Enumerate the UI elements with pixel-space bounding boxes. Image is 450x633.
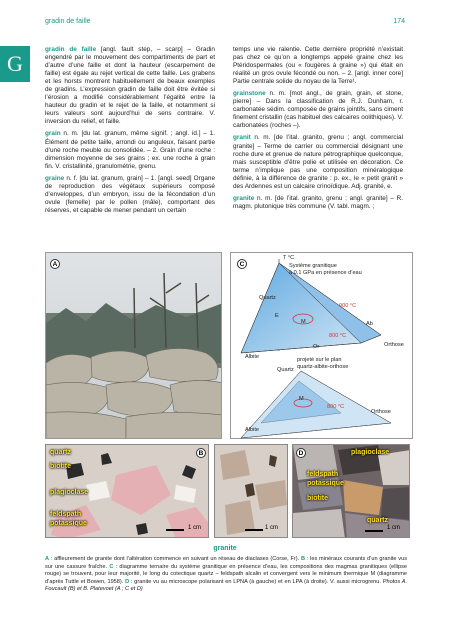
page-header xyxy=(45,18,405,30)
caption-text-b: : les minéraux courants d’un granite vus sur une cassure fraîche. xyxy=(45,556,407,570)
isotherm-800: 800 °C xyxy=(329,333,347,339)
entry xyxy=(233,134,403,190)
scale-label: 1 cm xyxy=(387,525,401,531)
figure-title: granite xyxy=(213,545,237,552)
projection-note-2: quartz-albite-orthose xyxy=(297,364,349,370)
entry xyxy=(45,175,215,215)
scale-bar xyxy=(166,529,184,531)
fresh-granite-photo xyxy=(45,444,209,538)
scale-label: 1 cm xyxy=(188,525,202,531)
mineral-potassique: potassique xyxy=(50,520,87,527)
projection-albite: Albite xyxy=(245,427,259,433)
headword: grain xyxy=(45,130,61,138)
headword: grainstone xyxy=(233,90,266,98)
figure-caption xyxy=(45,556,407,594)
entry xyxy=(45,46,215,126)
mineral-plagioclase: plagioclase xyxy=(50,489,89,496)
definition: n. f. [du lat. granum, grain] – 1. [angl. seed] Organe de reproduction des végétaux supérieurs composé d’enveloppes, d’un embryon, issu de la fécondation d’un ovule (femelle) par le pollen (mâle), comportant des réserves, et capable de mener pendant un certain xyxy=(45,174,215,214)
scale-label: 1 cm xyxy=(265,525,279,531)
letter-tab: G xyxy=(0,46,30,82)
caption-text-d: : granite vu au microscope polarisant en LPNA (à gauche) et en LPA (à droite). V. aussi microgrenu. xyxy=(129,578,383,585)
outcrop-illustration xyxy=(46,253,222,439)
definition: [angl. fault step, – scarp] – Gradin engendré par le mouvement des compartiments de part et d’autre d’une faille et dont la hauteur (escarpement de faille) est égale au rejet vertical de cette faille. Les grabens et les horsts montrent habituellement de beaux exemples de gradins. L’expression gradin de faille doit être évitée si l’érosion a modifié considérablement l’égalité entre la hauteur du gradin et le rejet de la faille, et notamment si leurs valeurs sont aujourd’hui de sens contraire. V. inversion du relief, et faille. xyxy=(45,46,215,126)
entry xyxy=(233,90,403,130)
projection-quartz: Quartz xyxy=(277,367,294,373)
definition: n. m. [du lat. granum, même signif. ; angl. id.] – 1. Élément de petite taille, arrondi ou anguleux, faisant partie d’une roche meuble ou consolidée. – 2. Grain d’une roche : dimension moyenne de ses grains ; ex. une roche à grain fin. V. cristallinité, granulométrie, grenu. xyxy=(45,130,215,170)
caption-label-a: A xyxy=(45,556,50,562)
mineral-biotite: biotite xyxy=(50,463,71,470)
label-e: E xyxy=(275,313,279,319)
caption-label-d: D xyxy=(125,578,130,585)
mineral-potassique: potassique xyxy=(307,480,344,487)
photo-credits: Photos A. Foucault (B) et B. Platevoet (A ; C et D) xyxy=(45,578,408,593)
projection-isotherm: 800 °C xyxy=(327,404,345,410)
entry xyxy=(233,195,403,211)
panel-label-d: D xyxy=(296,448,306,458)
right-column xyxy=(233,46,403,215)
lpa-photo xyxy=(292,444,410,538)
mineral-plagioclase: plagioclase xyxy=(351,449,390,456)
headword: graine xyxy=(45,174,65,182)
definition: n. m. [de l’ital. granito, grenu ; angl. commercial granite] – Terme de carrier ou commercial désignant une roche dure et grenue de nature pétrographique quelconque, mais susceptible d’être polie et utilisée en décoration. Ce terme n’implique pas une composition minéralogique définie, à la différence de granite : p. ex., le « petit granit » des Ardennes est un calcaire crinoïdique. Adj. granité, e. xyxy=(233,134,403,190)
vertex-albite: Albite xyxy=(245,354,259,360)
caption-text-a: : affleurement de granite dont l’altération commence en suivant un réseau de diaclases (Corse, Fr). xyxy=(49,556,301,562)
caption-label-b: B xyxy=(300,556,305,562)
headword: granit xyxy=(233,134,251,142)
panel-label-a: A xyxy=(50,259,60,269)
system-title: Système granitique xyxy=(289,263,337,269)
lpna-photo xyxy=(214,444,288,538)
entry xyxy=(233,46,403,86)
mineral-biotite: biotite xyxy=(307,495,328,502)
mineral-feldspath: feldspath xyxy=(307,471,339,478)
running-head: gradin de faille xyxy=(45,18,91,25)
headword: granite xyxy=(233,194,255,202)
scale-bar xyxy=(245,529,263,531)
mineral-quartz: quartz xyxy=(367,517,388,524)
system-subtitle: à 0,1 GPa en présence d’eau xyxy=(289,270,362,276)
label-ab: Ab xyxy=(366,321,373,327)
label-m: M xyxy=(301,319,306,325)
panel-label-c: C xyxy=(237,259,247,269)
caption-label-c: C xyxy=(109,563,114,570)
projection-m: M xyxy=(299,396,304,402)
headword: gradin de faille xyxy=(45,46,97,53)
isotherm-900: 900 °C xyxy=(339,303,357,309)
projection-note-1: projeté sur le plan xyxy=(297,357,342,363)
mineral-quartz: quartz xyxy=(50,449,71,456)
definition: temps une vie ralentie. Cette dernière propriété n’existait pas chez ce qu’on a longtemps appelé graine chez les Ptéridospermales (ou « fougères à graine ») qui était en réalité un gros ovule fécondé ou non. – 2. [angl. inner core] Partie centrale solide du noyau de la Terre¹. xyxy=(233,46,403,86)
entry xyxy=(45,130,215,170)
ternary-diagram xyxy=(230,252,413,439)
definition: n. m. [de l’ital. granito, grenu ; angl. granite] – R. magm. plutonique très commune (V. tabl. magm. ; xyxy=(233,194,403,210)
projection-orthose: Orthose xyxy=(371,409,391,415)
vertex-quartz: Quartz xyxy=(259,295,276,301)
scale-bar xyxy=(365,530,383,532)
caption-text-c: : diagramme ternaire du système granitique en présence d’eau, les compositions des magmas granitiques (ellipse rouge) se trouvent, pour leur majorité, le long du cotectique quartz – feldspath alcalin et convergent vers le minimum thermique M (diagramme d’après Tuttle et Bowen, 1958). xyxy=(45,563,407,585)
mineral-feldspath: feldspath xyxy=(50,511,82,518)
outcrop-photo xyxy=(45,252,222,439)
definition: n. m. [mot angl., de grain, grain, et stone, pierre] – Dans la classification de R.J. Dunham, r. carbonatée sédim. composée de grains jointifs, sans ciment finement cristallin (cas habituel des calcaires oolithiques). V. carbonatées (roches –). xyxy=(233,90,403,130)
axis-label: T °C xyxy=(283,255,295,261)
page-number: 174 xyxy=(393,18,405,25)
left-column xyxy=(45,46,215,219)
vertex-orthose: Orthose xyxy=(384,342,404,348)
panel-label-b: B xyxy=(196,448,206,458)
label-or: Or xyxy=(313,344,320,350)
